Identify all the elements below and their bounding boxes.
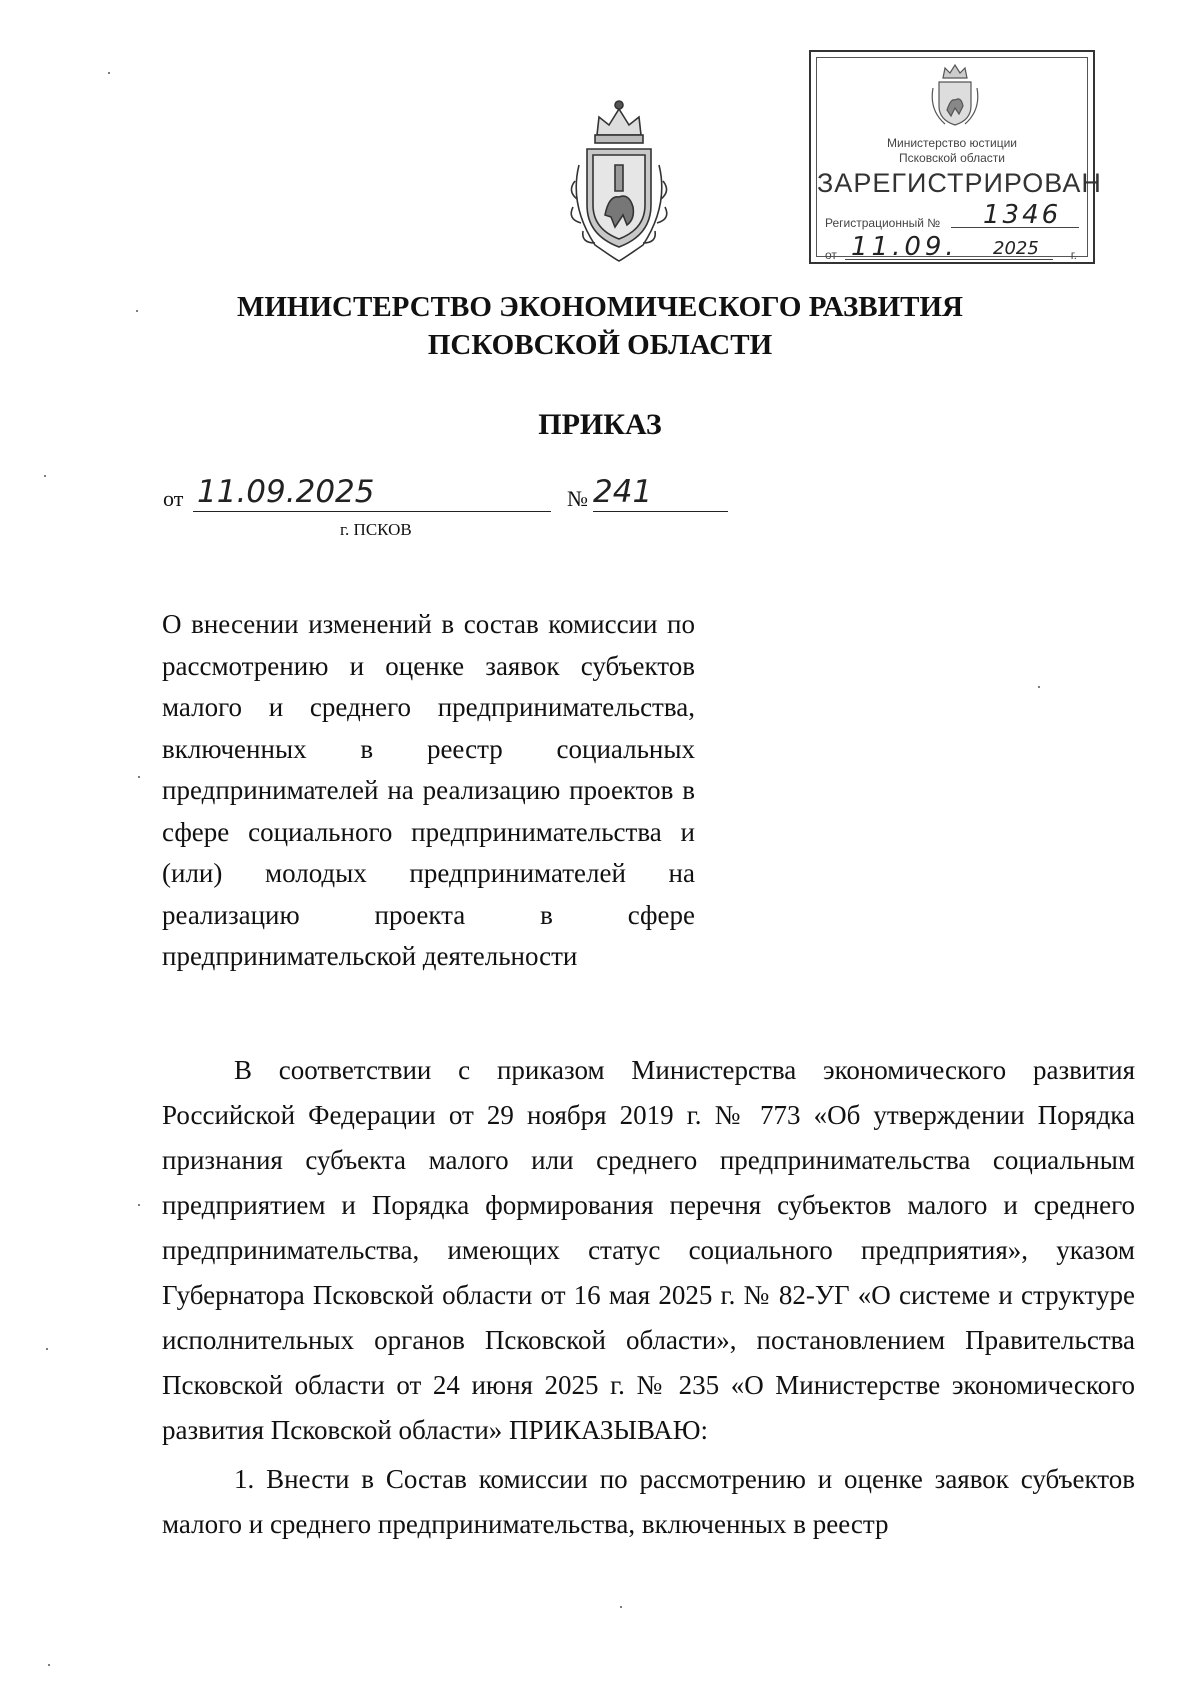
scan-speck (138, 776, 140, 778)
order-number-rule (593, 511, 728, 512)
stamp-emblem-icon (929, 62, 981, 128)
stamp-frame (816, 57, 1102, 262)
stamp-reg-number: 1346 (983, 200, 1062, 230)
stamp-date-label: от (825, 248, 837, 262)
body-paragraph-2: 1. Внести в Состав комиссии по рассмотрению и оценке заявок субъектов малого и среднего предпринимательства, включенных в реестр (162, 1464, 1135, 1539)
stamp-registration-row (825, 200, 1079, 232)
order-city: г. ПСКОВ (340, 520, 412, 539)
ministry-heading (150, 288, 1050, 364)
stamp-ministry-label: Министерство юстиции (887, 136, 1017, 150)
order-date-number-line (163, 474, 653, 514)
stamp-status-label: ЗАРЕГИСТРИРОВАН (817, 168, 1102, 198)
stamp-date-row (825, 232, 1079, 264)
stamp-date-year: 2025 (993, 238, 1039, 259)
stamp-region-label: Псковской области (899, 151, 1005, 165)
scan-speck (620, 1606, 622, 1608)
stamp-reg-label: Регистрационный № (825, 216, 941, 230)
ministry-heading-line2: ПСКОВСКОЙ ОБЛАСТИ (427, 329, 773, 361)
registration-stamp (809, 50, 1102, 264)
scan-speck (138, 1204, 140, 1206)
ministry-heading-line1: МИНИСТЕРСТВО ЭКОНОМИЧЕСКОГО РАЗВИТИЯ (237, 291, 963, 323)
order-body (162, 1048, 1135, 1547)
scan-speck (1038, 686, 1040, 688)
scan-speck (48, 1664, 50, 1666)
order-date-handwritten: 11.09.2025 (197, 474, 375, 510)
scan-speck (136, 310, 138, 312)
order-date-rule (193, 511, 551, 512)
coat-of-arms-emblem (565, 95, 673, 263)
stamp-date-handwritten: 11.09. (851, 232, 958, 262)
order-subject: О внесении изменений в состав комиссии по рассмотрению и оценке заявок субъектов малого и среднего предпринимательства, включенных в реестр социальных предпринимателей на реализацию проектов в сфере социального предпринимательства и (или) молодых предпринимателей на реализацию проекта в сфере предпринимательской деятельности (162, 609, 695, 971)
scan-speck (46, 1348, 48, 1350)
body-paragraph-1: В соответствии с приказом Министерства экономического развития Российской Федерации от 29 ноября 2019 г. № 773 «Об утверждении Порядка признания субъекта малого или среднего предпринимательства социальным предприятием и Порядка формирования перечня субъектов малого и среднего предпринимательства, имеющих статус социального предприятия», указом Губернатора Псковской области от 16 мая 2025 г. № 82-УГ «О системе и структуре исполнительных органов Псковской области», постановлением Правительства Псковской области от 24 июня 2025 г. № 235 «О Министерстве экономического развития Псковской области» ПРИКАЗЫВАЮ: (162, 1055, 1135, 1445)
order-number-handwritten: 241 (593, 474, 653, 510)
scan-speck (108, 72, 110, 74)
stamp-year-suffix: г. (1070, 248, 1077, 262)
scan-speck (44, 475, 46, 477)
order-date-prefix: от (163, 486, 184, 511)
document-type-title: ПРИКАЗ (538, 408, 662, 441)
order-number-sign: № (567, 486, 588, 511)
